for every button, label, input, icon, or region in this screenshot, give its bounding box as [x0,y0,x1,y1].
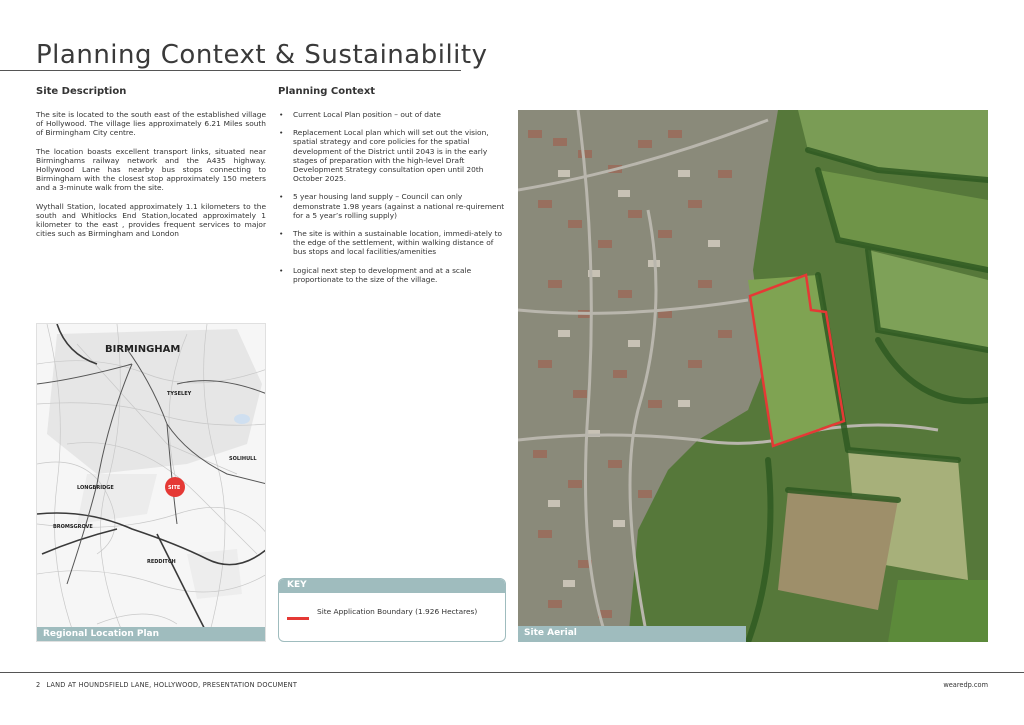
boundary-swatch [287,617,309,620]
planning-context-list [278,110,506,293]
aerial-photo-graphic [518,110,988,642]
site-description-paragraph: Wythall Station, located approximately 1.1 kilometers to the south and Whitlocks End Station,located approximately 1 kilometer to the east , provides frequent services to major cities such as Birmingham and London [36,201,266,239]
map-label-longbridge: LONGBRIDGE [77,485,114,491]
footer-divider [0,672,1024,673]
map-label-bromsgrove: BROMSGROVE [53,524,93,530]
page-title: Planning Context & Sustainability [36,40,488,70]
regional-map-caption: Regional Location Plan [37,627,266,642]
map-label-solihull: SOLIHULL [229,456,257,462]
site-description-paragraph: The site is located to the south east of the established village of Hollywood. The village lies approximately 6.21 Miles south of Birmingham City centre. [36,110,266,138]
page-number: 2 [36,681,41,689]
list-item: • Logical next step to development and at a scale proportionate to the size of the village. [278,266,506,284]
list-item: • 5 year housing land supply – Council can only demonstrate 1.98 years (against a national re-quirement for a 5 year’s rolling supply) [278,192,506,220]
list-item: • Replacement Local plan which will set out the vision, spatial strategy and core policies for the spatial development of the District until 2043 is in the early stages of preparation with the high-level Draft Development Strategy consultation open until 20th October 2025. [278,128,506,183]
boundary-label: Site Application Boundary (1.926 Hectares) [317,607,478,616]
website-link[interactable]: wearedp.com [943,681,988,689]
map-label-birmingham: BIRMINGHAM [105,344,181,355]
map-label-site: SITE [168,485,181,491]
regional-map-graphic [37,324,266,642]
site-description-heading: Site Description [36,86,127,97]
footer-left [36,681,297,689]
planning-context-heading: Planning Context [278,86,376,97]
list-item: • Current Local Plan position – out of date [278,110,506,119]
map-label-tyseley: TYSELEY [167,391,192,397]
site-description-text [36,110,266,247]
key-heading: KEY [279,579,505,593]
list-item: • The site is within a sustainable location, immedi-ately to the edge of the settlement, within walking distance of bus stops and local facilities/amenities [278,229,506,257]
regional-location-map [36,323,266,642]
site-description-paragraph: The location boasts excellent transport links, situated near Birminghams railway network and the A435 highway. Hollywood Lane has nearby bus stops connecting to Birmingham with the closest stop approximately 150 meters and a 3-minute walk from the site. [36,146,266,193]
map-label-redditch: REDDITCH [147,559,176,565]
title-divider [0,70,461,71]
site-aerial-image [518,110,988,642]
aerial-caption: Site Aerial [518,626,746,642]
map-key [278,578,506,642]
document-title: LAND AT HOUNDSFIELD LANE, HOLLYWOOD, PRESENTATION DOCUMENT [46,681,298,689]
